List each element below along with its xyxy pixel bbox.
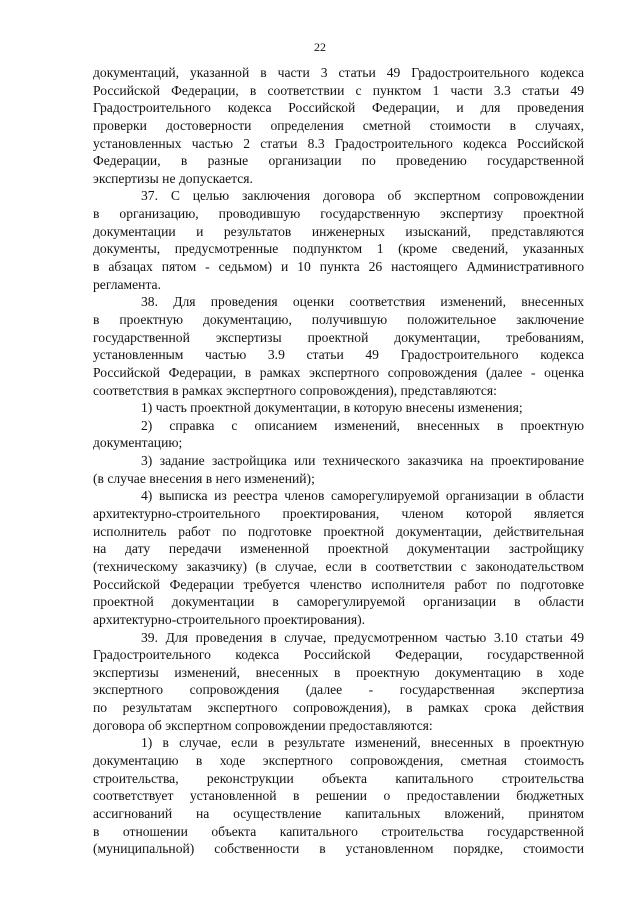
text-line: документации и результатов инженерных изысканий, представляются bbox=[93, 223, 584, 239]
text-line: регламента. bbox=[93, 276, 161, 292]
text-line: 3) задание застройщика или технического заказчика на проектирование bbox=[141, 453, 584, 469]
text-line: Градостроительного кодекса Российской Федерации, и для проведения bbox=[93, 100, 584, 116]
text-line: в отношении объекта капитального строительства государственной bbox=[93, 823, 584, 839]
text-line: установленных частью 2 статьи 8.3 Градостроительного кодекса Российской bbox=[93, 135, 584, 151]
text-line: 37. С целью заключения договора об экспертном сопровождении bbox=[141, 188, 584, 204]
text-line: в абзацах пятом - седьмом) и 10 пункта 26 настоящего Административного bbox=[93, 259, 584, 275]
text-line: соответствует установленной в решении о предоставлении бюджетных bbox=[93, 788, 584, 804]
text-line: экспертизы не допускается. bbox=[93, 170, 253, 186]
text-line: документацию в ходе экспертного сопровождения, сметная стоимость bbox=[93, 752, 584, 768]
text-line: архитектурно-строительного проектирования). bbox=[93, 611, 366, 627]
text-line: 39. Для проведения в случае, предусмотренном частью 3.10 статьи 49 bbox=[141, 629, 584, 645]
text-line: ассигнований на осуществление капитальных вложений, принятом bbox=[93, 805, 584, 821]
text-line: Российской Федерации, в рамках экспертного сопровождения (далее - оценка bbox=[93, 364, 584, 380]
document-body bbox=[93, 64, 584, 858]
text-line: 1) часть проектной документации, в которую внесены изменения; bbox=[141, 400, 523, 416]
text-line: экспертного сопровождения (далее - государственная экспертиза bbox=[93, 682, 584, 698]
text-line: 4) выписка из реестра членов саморегулируемой организации в области bbox=[141, 488, 584, 504]
text-line: 1) в случае, если в результате изменений, внесенных в проектную bbox=[141, 735, 584, 751]
text-line: 38. Для проведения оценки соответствия изменений, внесенных bbox=[141, 294, 584, 310]
text-line: (в случае внесения в него изменений); bbox=[93, 470, 315, 486]
text-line: (техническому заказчику) (в случае, если в соответствии с законодательством bbox=[93, 558, 584, 574]
text-line: документы, предусмотренные подпунктом 1 (кроме сведений, указанных bbox=[93, 241, 584, 257]
text-line: договора об экспертном сопровождении предоставляются: bbox=[93, 717, 433, 733]
text-line: исполнитель работ по подготовке проектной документации, действительная bbox=[93, 523, 584, 539]
text-line: проверки достоверности определения сметной стоимости в случаях, bbox=[93, 117, 584, 133]
text-line: документацию; bbox=[93, 435, 183, 451]
text-line: экспертизы изменений, внесенных в проектную документацию в ходе bbox=[93, 664, 584, 680]
text-line: документаций, указанной в части 3 статьи 49 Градостроительного кодекса bbox=[93, 65, 584, 80]
text-line: Российской Федерации требуется членство исполнителя работ по подготовке bbox=[93, 576, 584, 592]
text-line: проектной документации в саморегулируемой организации в области bbox=[93, 594, 584, 610]
text-line: (муниципальной) собственности в установленном порядке, стоимости bbox=[93, 841, 584, 857]
text-line: по результатам экспертного сопровождения), в рамках срока действия bbox=[93, 700, 584, 716]
text-line: Федерации, в разные организации по проведению государственной bbox=[93, 153, 584, 169]
text-line: в проектную документацию, получившую положительное заключение bbox=[93, 311, 584, 327]
text-line: 2) справка с описанием изменений, внесенных в проектную bbox=[141, 417, 584, 433]
page-number: 22 bbox=[314, 40, 326, 54]
text-line: государственной экспертизы проектной документации, требованиям, bbox=[93, 329, 584, 345]
text-line: установленным частью 3.9 статьи 49 Градостроительного кодекса bbox=[93, 347, 584, 363]
text-line: соответствия в рамках экспертного сопровождения), представляются: bbox=[93, 382, 497, 398]
text-line: Российской Федерации, в соответствии с пунктом 1 части 3.3 статьи 49 bbox=[93, 82, 584, 98]
text-line: в организацию, проводившую государственную экспертизу проектной bbox=[93, 206, 584, 222]
text-line: строительства, реконструкции объекта капитального строительства bbox=[93, 770, 584, 786]
text-line: архитектурно-строительного проектирования, членом которой является bbox=[93, 506, 584, 522]
text-line: на дату передачи измененной проектной документации застройщику bbox=[93, 541, 584, 557]
text-line: Градостроительного кодекса Российской Федерации, государственной bbox=[93, 647, 584, 663]
